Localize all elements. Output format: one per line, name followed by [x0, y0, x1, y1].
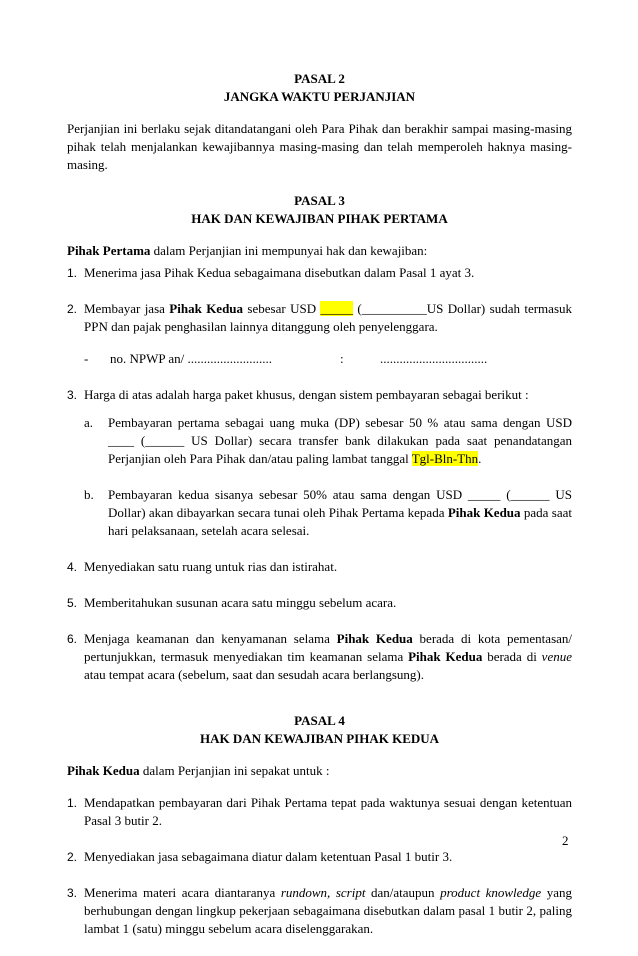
pasal3-intro-bold: Pihak Pertama — [67, 243, 151, 258]
item-italic: product knowledge — [440, 885, 542, 900]
item-text: (__________US Dollar) sudah termasuk PPN dan pajak penghasilan lainnya ditanggung oleh penyelenggara. — [84, 301, 573, 334]
item-text: Menyediakan jasa sebagaimana diatur dalam ketentuan Pasal 1 butir 3. — [84, 849, 453, 864]
pasal4-title: HAK DAN KEWAJIBAN PIHAK KEDUA — [199, 731, 440, 746]
npwp-line — [84, 350, 572, 368]
pasal3-item-6 — [67, 630, 572, 684]
item-number: 1. — [67, 266, 78, 280]
pasal4-item-2 — [67, 848, 572, 866]
item-number: 1. — [67, 796, 78, 810]
pasal3-intro-rest: dalam Perjanjian ini mempunyai hak dan kewajiban: — [150, 243, 428, 258]
pasal2-text: Perjanjian ini berlaku sejak ditandatangani oleh Para Pihak dan berakhir sampai masing-masing pihak telah menjalankan kewajibannya masing-masing dan telah memperoleh haknya masing-masing. — [67, 121, 572, 172]
sub-text: pada saat hari pelaksanaan, setelah acara selesai. — [108, 505, 572, 538]
item-text: Mendapatkan pembayaran dari Pihak Pertama tepat pada waktunya sesuai dengan ketentuan Pasal 3 butir 2. — [84, 795, 572, 828]
pasal4-item-1 — [67, 794, 572, 830]
sub-text: Pembayaran pertama sebagai uang muka (DP) sebesar 50 % atau sama dengan USD ____ (______ US Dollar) secara transfer bank dilakukan pada saat penandatangan Perjanjian oleh Para Pihak dan/atau paling lambat tanggal — [108, 415, 572, 466]
pasal3-item-3 — [67, 386, 572, 404]
item-number: 3. — [67, 886, 78, 900]
item-number: 5. — [67, 596, 78, 610]
item-text: Menyediakan satu ruang untuk rias dan istirahat. — [84, 559, 338, 574]
item-number: 6. — [67, 632, 78, 646]
pasal3-title: HAK DAN KEWAJIBAN PIHAK PERTAMA — [191, 211, 448, 226]
page-number: 2 — [562, 833, 569, 848]
item-number: 2. — [67, 302, 78, 316]
pasal3-number: PASAL 3 — [294, 193, 345, 208]
sub-letter: a. — [84, 415, 94, 430]
pasal3-item-1 — [67, 264, 572, 282]
item-text: sebesar USD — [243, 301, 321, 316]
item-bold: Pihak Kedua — [169, 301, 244, 316]
item-text: Membayar jasa — [84, 301, 170, 316]
pasal2-title: JANGKA WAKTU PERJANJIAN — [223, 89, 416, 104]
item-body — [84, 884, 572, 938]
highlight-blank: _____ — [320, 301, 353, 316]
pasal3-intro — [67, 242, 572, 260]
pasal4-intro-bold: Pihak Kedua — [67, 763, 140, 778]
sub-text: . — [478, 451, 482, 466]
pasal2-number: PASAL 2 — [294, 71, 345, 86]
item-text: Menjaga keamanan dan kenyamanan selama — [84, 631, 337, 646]
item-number: 3. — [67, 388, 78, 402]
item-text: berada di — [482, 649, 542, 664]
sub-letter: b. — [84, 487, 94, 502]
npwp-dash: - — [84, 351, 89, 366]
item-text: Harga di atas adalah harga paket khusus, dengan sistem pembayaran sebagai berikut : — [84, 387, 529, 402]
pasal4-intro — [67, 762, 572, 780]
item-bold: Pihak Kedua — [408, 649, 483, 664]
npwp-colon: : — [340, 351, 344, 366]
pasal3-item-5 — [67, 594, 572, 612]
document-content — [67, 70, 572, 956]
item-italic: rundown, script — [280, 885, 366, 900]
npwp-label: no. NPWP an/ .......................... — [110, 351, 273, 366]
sub-body — [108, 414, 572, 468]
pasal3-item-4 — [67, 558, 572, 576]
highlight-date: Tgl-Bln-Thn — [411, 451, 479, 466]
pasal4-number: PASAL 4 — [294, 713, 345, 728]
item-text: yang berhubungan dengan lingkup pekerjaan sebagaimana disebutkan dalam pasal 1 butir 2, paling lambat 1 (satu) minggu sebelum acara diselenggarakan. — [84, 885, 572, 936]
item-text: atau tempat acara (sebelum, saat dan sesudah acara berlangsung). — [84, 667, 425, 682]
item-text: Menerima materi acara diantaranya — [84, 885, 281, 900]
pasal3-sub-a — [84, 414, 572, 468]
item-body — [84, 630, 572, 684]
sub-text: Pembayaran kedua sisanya sebesar 50% atau sama dengan USD _____ (______ US Dollar) akan dibayarkan secara tunai oleh Pihak Pertama kepada — [108, 487, 572, 520]
item-italic: venue — [541, 649, 572, 664]
pasal4-item-3 — [67, 884, 572, 938]
pasal3-item-2 — [67, 300, 572, 368]
pasal3-sub-b — [84, 486, 572, 540]
item-body — [84, 300, 572, 368]
item-text: dan/ataupun — [365, 885, 441, 900]
npwp-value: ................................. — [380, 351, 488, 366]
item-text: berada di kota pementasan/ pertunjukkan, termasuk menyediakan tim keamanan selama — [84, 631, 573, 664]
item-number: 4. — [67, 560, 78, 574]
item-text: Memberitahukan susunan acara satu minggu sebelum acara. — [84, 595, 397, 610]
pasal4-intro-rest: dalam Perjanjian ini sepakat untuk : — [139, 763, 330, 778]
item-text: Menerima jasa Pihak Kedua sebagaimana disebutkan dalam Pasal 1 ayat 3. — [84, 265, 475, 280]
item-number: 2. — [67, 850, 78, 864]
sub-body — [108, 486, 572, 540]
sub-bold: Pihak Kedua — [447, 505, 521, 520]
item-bold: Pihak Kedua — [336, 631, 413, 646]
